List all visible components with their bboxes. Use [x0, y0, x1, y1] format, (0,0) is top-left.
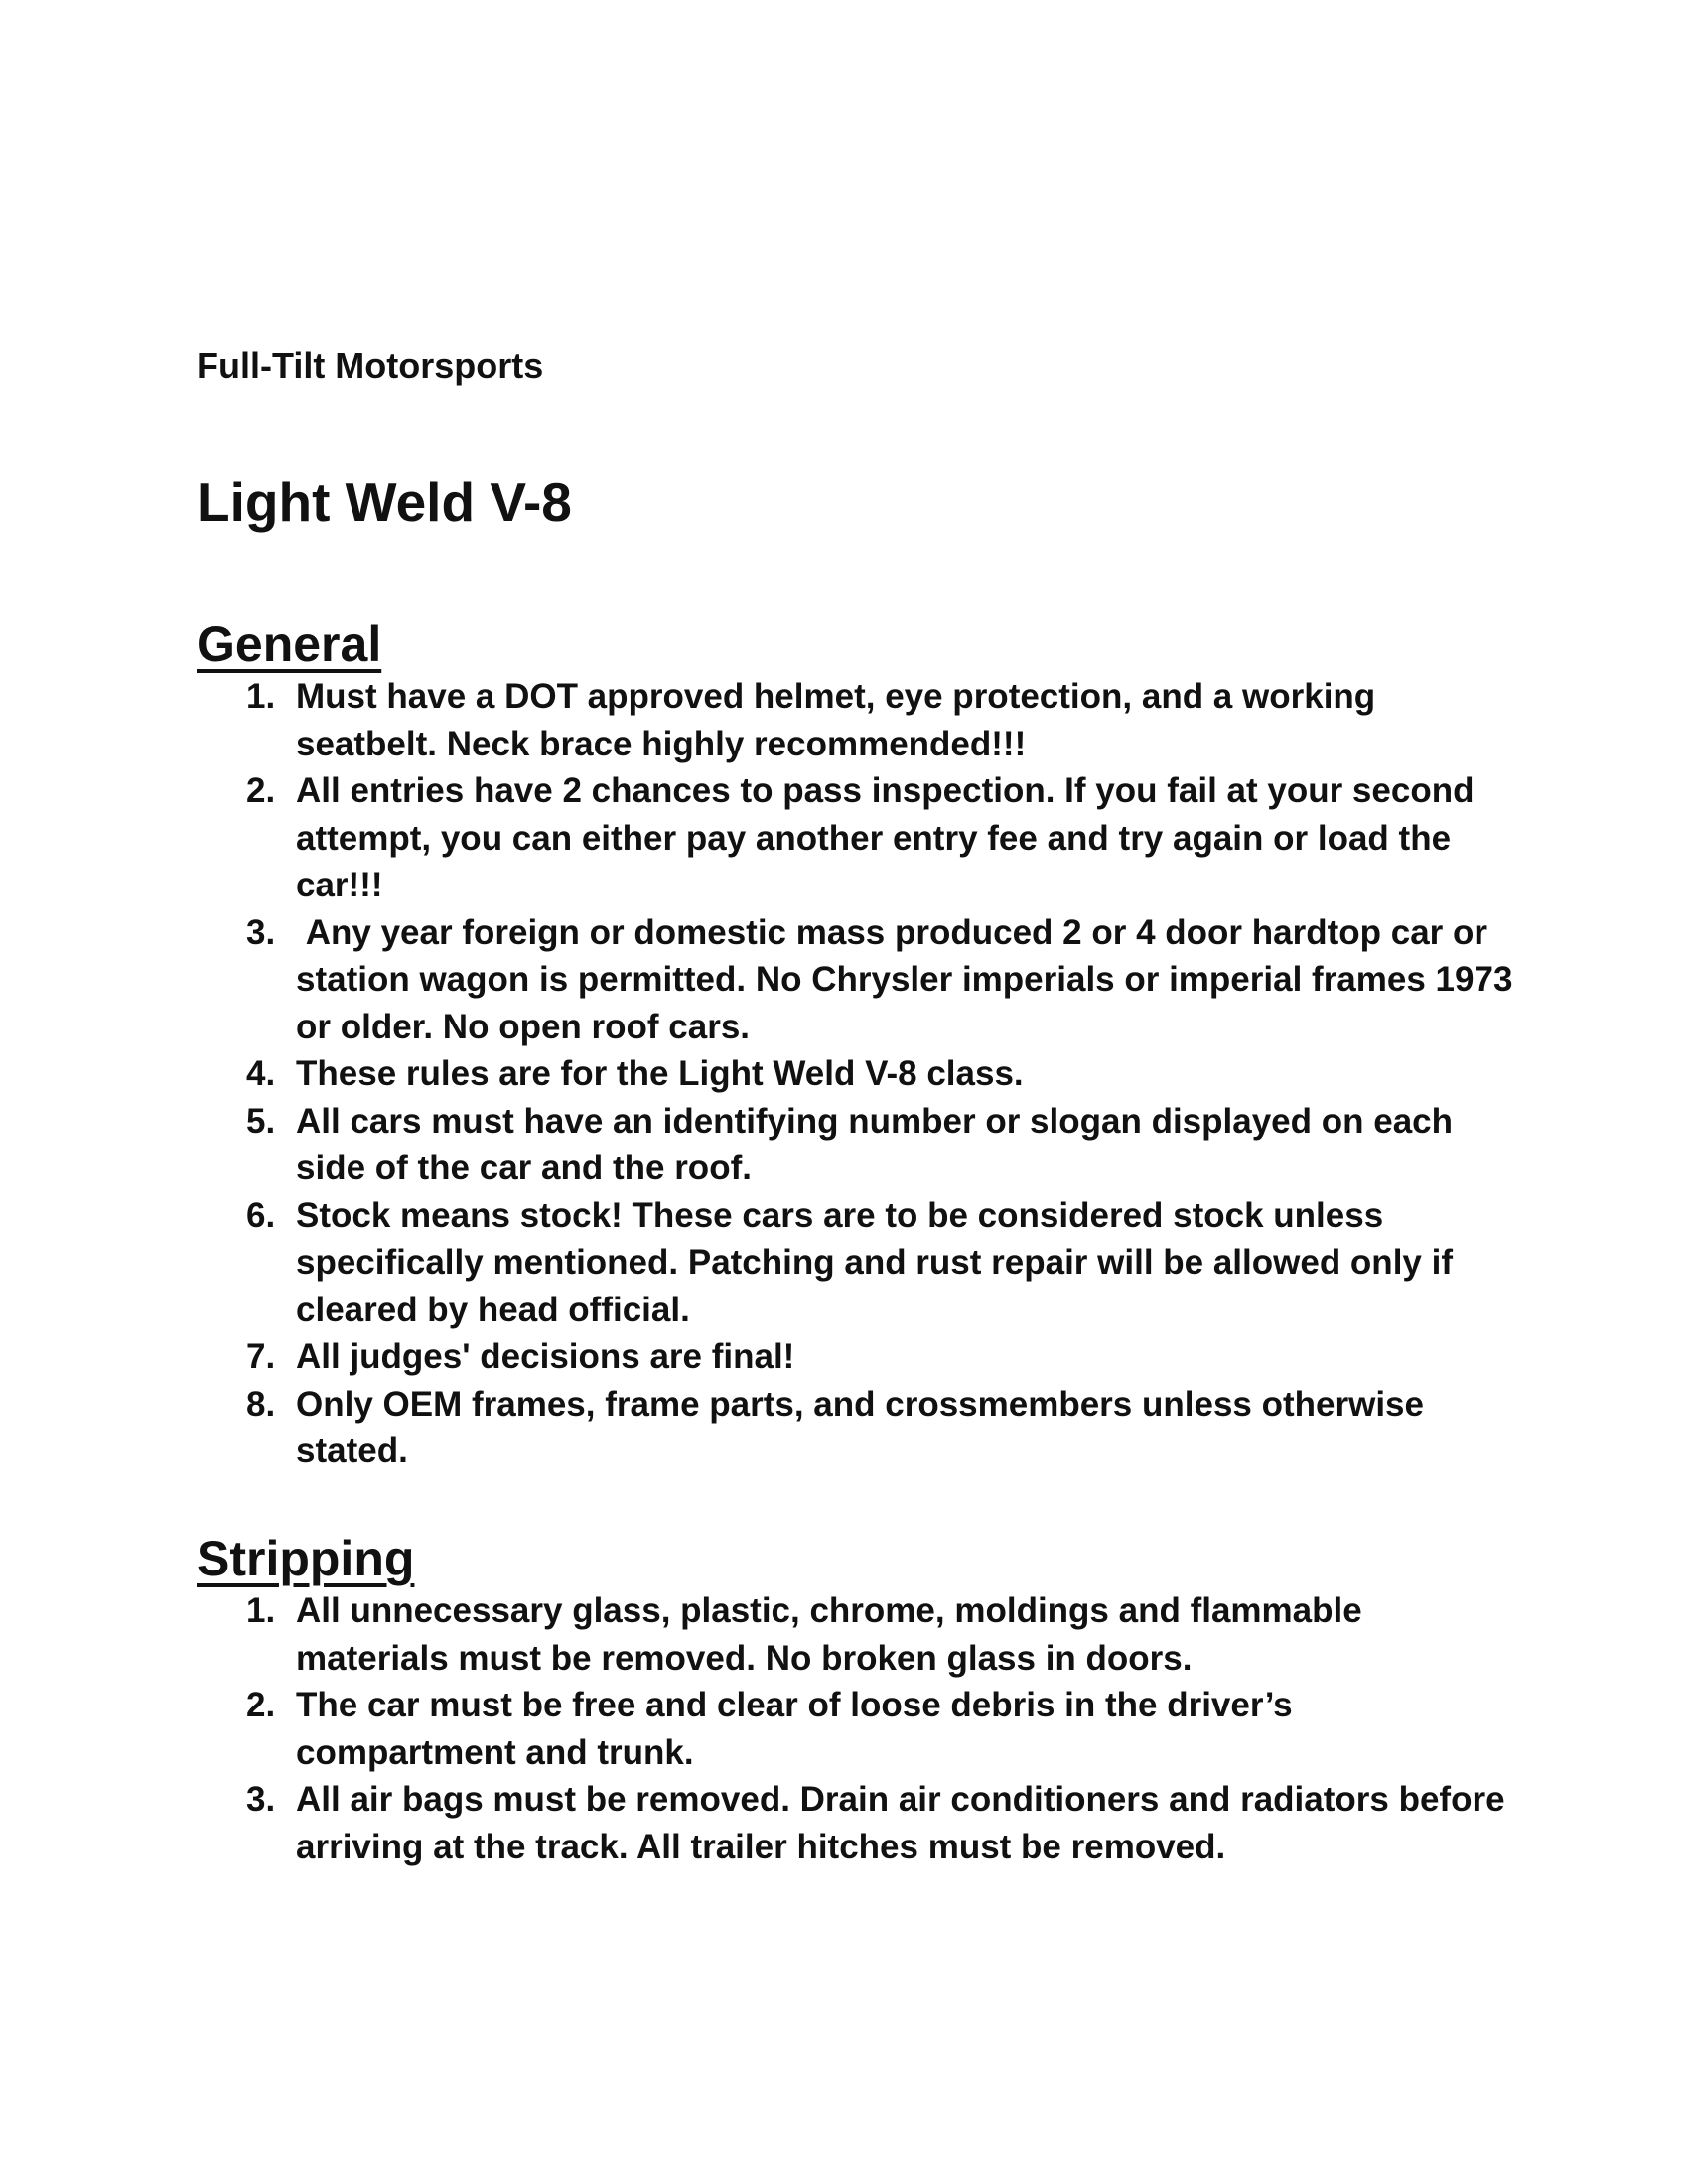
list-item [197, 1050, 1517, 1098]
item-text: Must have a DOT approved helmet, eye protection, and a working seatbelt. Neck brace highly recommended!!! [296, 677, 1376, 763]
general-rules-list [197, 673, 1523, 1475]
stripping-rules-list [197, 1587, 1517, 1870]
list-item [197, 1192, 1517, 1334]
section-general [197, 615, 1523, 1475]
document-title: Light Weld V-8 [197, 472, 572, 533]
item-number: 2. [246, 771, 276, 810]
item-text: All entries have 2 chances to pass inspection. If you fail at your second attempt, you can either pay another entry fee and try again or load the car!!! [296, 771, 1475, 904]
list-item [197, 767, 1517, 909]
item-number: 5. [246, 1101, 276, 1141]
organization-name: Full-Tilt Motorsports [197, 345, 544, 386]
item-number: 4. [246, 1054, 276, 1093]
list-item [197, 1333, 1517, 1381]
item-number: 2. [246, 1686, 276, 1724]
section-heading-general: General [197, 616, 382, 672]
list-item [197, 1587, 1517, 1682]
item-number: 1. [246, 1591, 276, 1630]
list-item [197, 673, 1517, 767]
item-text: All cars must have an identifying number or slogan displayed on each side of the car and the roof. [296, 1101, 1453, 1187]
item-text: All air bags must be removed. Drain air conditioners and radiators before arriving at the track. All trailer hitches must be removed. [296, 1780, 1505, 1866]
item-number: 3. [246, 912, 276, 952]
section-heading-stripping: Stripping [197, 1531, 415, 1586]
list-item [197, 1776, 1517, 1870]
item-text: Stock means stock! These cars are to be considered stock unless specifically mentioned. Patching and rust repair will be allowed only if cleared by head official. [296, 1195, 1453, 1329]
item-number: 6. [246, 1195, 276, 1235]
item-text: Only OEM frames, frame parts, and crossmembers unless otherwise stated. [296, 1384, 1424, 1470]
list-item [197, 1381, 1517, 1475]
item-text: Any year foreign or domestic mass produced 2 or 4 door hardtop car or station wagon is permitted. No Chrysler imperials or imperial frames 1973 or older. No open roof cars. [296, 912, 1523, 1046]
item-text: The car must be free and clear of loose debris in the driver’s compartment and trunk. [296, 1686, 1293, 1772]
list-item [197, 1098, 1517, 1192]
section-stripping [197, 1530, 1517, 1870]
list-item [197, 909, 1523, 1051]
item-number: 3. [246, 1780, 276, 1819]
item-text: All judges' decisions are final! [296, 1337, 795, 1376]
item-number: 7. [246, 1337, 276, 1376]
item-number: 1. [246, 677, 276, 716]
item-number: 8. [246, 1384, 276, 1424]
item-text: All unnecessary glass, plastic, chrome, moldings and flammable materials must be removed. No broken glass in doors. [296, 1591, 1362, 1678]
list-item [197, 1682, 1517, 1776]
item-text: These rules are for the Light Weld V-8 class. [296, 1054, 1024, 1093]
